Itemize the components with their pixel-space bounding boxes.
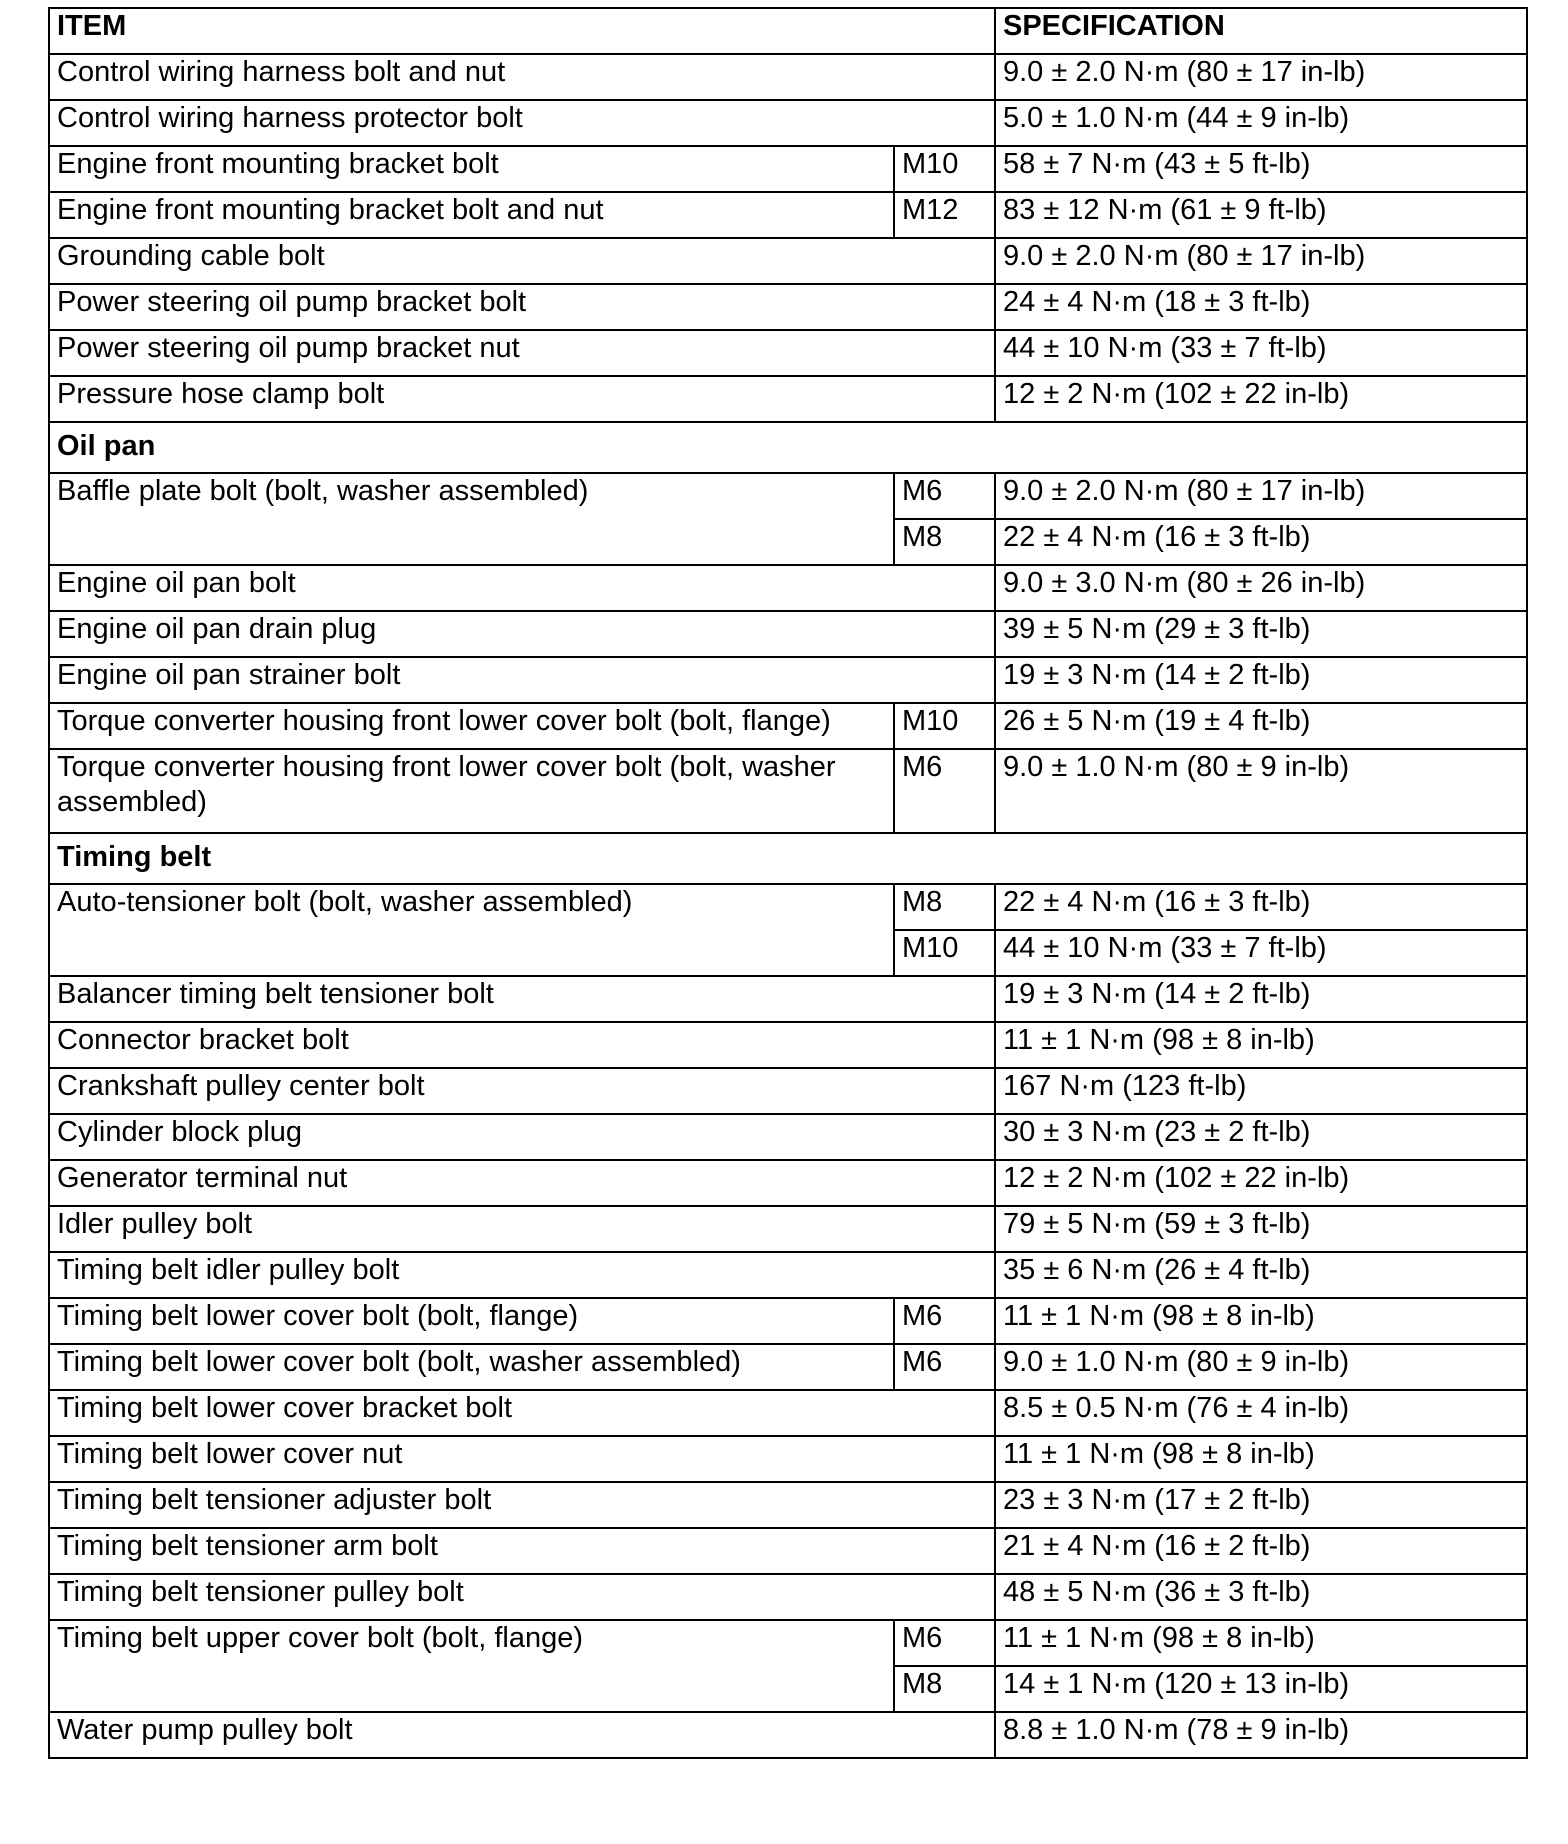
table-row [49,1114,1527,1160]
section-header-row [49,833,1527,884]
table-row [49,1574,1527,1620]
section-title: Timing belt [49,833,1527,884]
specification-cell: 9.0 ± 1.0 N·m (80 ± 9 in-lb) [995,749,1527,833]
table-row [49,703,1527,749]
item-cell: Control wiring harness protector bolt [49,100,995,146]
item-cell: Engine oil pan bolt [49,565,995,611]
specification-cell: 19 ± 3 N·m (14 ± 2 ft-lb) [995,976,1527,1022]
item-cell: Timing belt tensioner adjuster bolt [49,1482,995,1528]
table-row [49,473,1527,519]
item-cell: Baffle plate bolt (bolt, washer assembled) [49,473,894,565]
specification-cell: 26 ± 5 N·m (19 ± 4 ft-lb) [995,703,1527,749]
table-row [49,1160,1527,1206]
specification-column-header: SPECIFICATION [995,8,1527,54]
item-cell: Idler pulley bolt [49,1206,995,1252]
item-cell: Timing belt upper cover bolt (bolt, flange) [49,1620,894,1712]
table-row [49,976,1527,1022]
table-row [49,1482,1527,1528]
item-cell: Power steering oil pump bracket bolt [49,284,995,330]
item-cell: Water pump pulley bolt [49,1712,995,1758]
bolt-size-cell: M10 [894,930,995,976]
item-cell: Torque converter housing front lower cover bolt (bolt, flange) [49,703,894,749]
specification-cell: 19 ± 3 N·m (14 ± 2 ft-lb) [995,657,1527,703]
item-cell: Timing belt lower cover bracket bolt [49,1390,995,1436]
specification-cell: 24 ± 4 N·m (18 ± 3 ft-lb) [995,284,1527,330]
table-row [49,1712,1527,1758]
specification-cell: 8.8 ± 1.0 N·m (78 ± 9 in-lb) [995,1712,1527,1758]
bolt-size-cell: M6 [894,1344,995,1390]
specification-cell: 9.0 ± 2.0 N·m (80 ± 17 in-lb) [995,238,1527,284]
item-cell: Engine oil pan drain plug [49,611,995,657]
specification-cell: 30 ± 3 N·m (23 ± 2 ft-lb) [995,1114,1527,1160]
table-row [49,284,1527,330]
specification-cell: 8.5 ± 0.5 N·m (76 ± 4 in-lb) [995,1390,1527,1436]
section-header-row [49,422,1527,473]
table-row [49,1252,1527,1298]
specification-cell: 48 ± 5 N·m (36 ± 3 ft-lb) [995,1574,1527,1620]
specification-cell: 9.0 ± 2.0 N·m (80 ± 17 in-lb) [995,473,1527,519]
table-row [49,1298,1527,1344]
table-row [49,1620,1527,1666]
header-row [49,8,1527,54]
item-cell: Timing belt tensioner pulley bolt [49,1574,995,1620]
specification-cell: 5.0 ± 1.0 N·m (44 ± 9 in-lb) [995,100,1527,146]
specification-cell: 83 ± 12 N·m (61 ± 9 ft-lb) [995,192,1527,238]
table-row [49,54,1527,100]
specification-cell: 44 ± 10 N·m (33 ± 7 ft-lb) [995,930,1527,976]
specification-cell: 11 ± 1 N·m (98 ± 8 in-lb) [995,1620,1527,1666]
table-row [49,565,1527,611]
item-cell: Auto-tensioner bolt (bolt, washer assembled) [49,884,894,976]
specification-cell: 11 ± 1 N·m (98 ± 8 in-lb) [995,1022,1527,1068]
table-row [49,1390,1527,1436]
specification-cell: 79 ± 5 N·m (59 ± 3 ft-lb) [995,1206,1527,1252]
item-cell: Timing belt lower cover bolt (bolt, flange) [49,1298,894,1344]
table-row [49,1022,1527,1068]
specification-cell: 167 N·m (123 ft-lb) [995,1068,1527,1114]
specification-cell: 9.0 ± 3.0 N·m (80 ± 26 in-lb) [995,565,1527,611]
table-row [49,1068,1527,1114]
specification-cell: 12 ± 2 N·m (102 ± 22 in-lb) [995,376,1527,422]
item-cell: Connector bracket bolt [49,1022,995,1068]
item-cell: Crankshaft pulley center bolt [49,1068,995,1114]
specification-cell: 23 ± 3 N·m (17 ± 2 ft-lb) [995,1482,1527,1528]
item-cell: Timing belt lower cover nut [49,1436,995,1482]
table-row [49,657,1527,703]
specification-cell: 11 ± 1 N·m (98 ± 8 in-lb) [995,1436,1527,1482]
item-cell: Cylinder block plug [49,1114,995,1160]
table-row [49,1436,1527,1482]
bolt-size-cell: M8 [894,1666,995,1712]
bolt-size-cell: M10 [894,703,995,749]
specification-cell: 58 ± 7 N·m (43 ± 5 ft-lb) [995,146,1527,192]
specification-cell: 21 ± 4 N·m (16 ± 2 ft-lb) [995,1528,1527,1574]
bolt-size-cell: M8 [894,884,995,930]
specification-cell: 35 ± 6 N·m (26 ± 4 ft-lb) [995,1252,1527,1298]
specification-cell: 11 ± 1 N·m (98 ± 8 in-lb) [995,1298,1527,1344]
specification-cell: 12 ± 2 N·m (102 ± 22 in-lb) [995,1160,1527,1206]
section-title: Oil pan [49,422,1527,473]
table-row [49,884,1527,930]
item-cell: Engine front mounting bracket bolt [49,146,894,192]
item-column-header: ITEM [49,8,995,54]
item-cell: Timing belt idler pulley bolt [49,1252,995,1298]
table-row [49,192,1527,238]
specification-cell: 44 ± 10 N·m (33 ± 7 ft-lb) [995,330,1527,376]
torque-spec-table [48,7,1528,1759]
item-cell: Control wiring harness bolt and nut [49,54,995,100]
item-cell: Timing belt tensioner arm bolt [49,1528,995,1574]
table-row [49,1206,1527,1252]
item-cell: Power steering oil pump bracket nut [49,330,995,376]
table-body [49,54,1527,1758]
specification-cell: 9.0 ± 2.0 N·m (80 ± 17 in-lb) [995,54,1527,100]
bolt-size-cell: M6 [894,749,995,833]
item-cell: Generator terminal nut [49,1160,995,1206]
item-cell: Grounding cable bolt [49,238,995,284]
specification-cell: 22 ± 4 N·m (16 ± 3 ft-lb) [995,519,1527,565]
specification-cell: 9.0 ± 1.0 N·m (80 ± 9 in-lb) [995,1344,1527,1390]
item-cell: Timing belt lower cover bolt (bolt, washer assembled) [49,1344,894,1390]
table-row [49,749,1527,833]
specification-cell: 39 ± 5 N·m (29 ± 3 ft-lb) [995,611,1527,657]
table-row [49,1528,1527,1574]
table-row [49,1344,1527,1390]
bolt-size-cell: M12 [894,192,995,238]
item-cell: Torque converter housing front lower cover bolt (bolt, washer assembled) [49,749,894,833]
table-row [49,330,1527,376]
bolt-size-cell: M6 [894,473,995,519]
specification-cell: 22 ± 4 N·m (16 ± 3 ft-lb) [995,884,1527,930]
bolt-size-cell: M6 [894,1620,995,1666]
table-row [49,100,1527,146]
bolt-size-cell: M6 [894,1298,995,1344]
item-cell: Engine front mounting bracket bolt and nut [49,192,894,238]
table-row [49,238,1527,284]
bolt-size-cell: M10 [894,146,995,192]
bolt-size-cell: M8 [894,519,995,565]
item-cell: Engine oil pan strainer bolt [49,657,995,703]
specification-cell: 14 ± 1 N·m (120 ± 13 in-lb) [995,1666,1527,1712]
item-cell: Pressure hose clamp bolt [49,376,995,422]
table-row [49,146,1527,192]
table-row [49,376,1527,422]
table-row [49,611,1527,657]
item-cell: Balancer timing belt tensioner bolt [49,976,995,1022]
